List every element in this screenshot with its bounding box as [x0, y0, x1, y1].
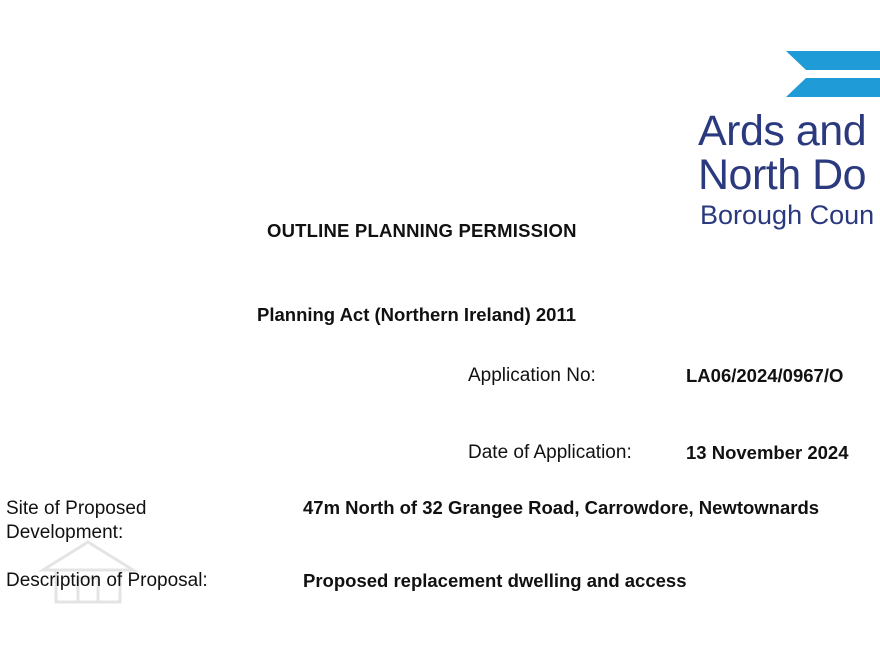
document-title: OUTLINE PLANNING PERMISSION	[267, 220, 577, 241]
logo-text-line-3: Borough Coun	[700, 200, 875, 230]
logo-text-line-1: Ards and	[698, 107, 867, 155]
date-of-application-value: 13 November 2024	[686, 442, 849, 463]
logo-text-line-2: North Do	[698, 151, 867, 199]
application-no-label: Application No:	[468, 365, 596, 386]
site-value: 47m North of 32 Grangee Road, Carrowdore, Newtownards	[303, 497, 820, 518]
planning-act-heading: Planning Act (Northern Ireland) 2011	[257, 304, 577, 325]
chevron-bottom-band	[786, 78, 880, 97]
site-label: Site of Proposed Development:	[6, 498, 147, 543]
description-label: Description of Proposal:	[6, 570, 208, 591]
date-of-application-label: Date of Application:	[468, 442, 632, 463]
description-value: Proposed replacement dwelling and access	[303, 570, 687, 591]
chevron-arrow-icon	[786, 51, 880, 97]
watermark-house-icon	[38, 540, 138, 604]
chevron-top-band	[786, 51, 880, 70]
application-no-value: LA06/2024/0967/O	[686, 365, 844, 386]
